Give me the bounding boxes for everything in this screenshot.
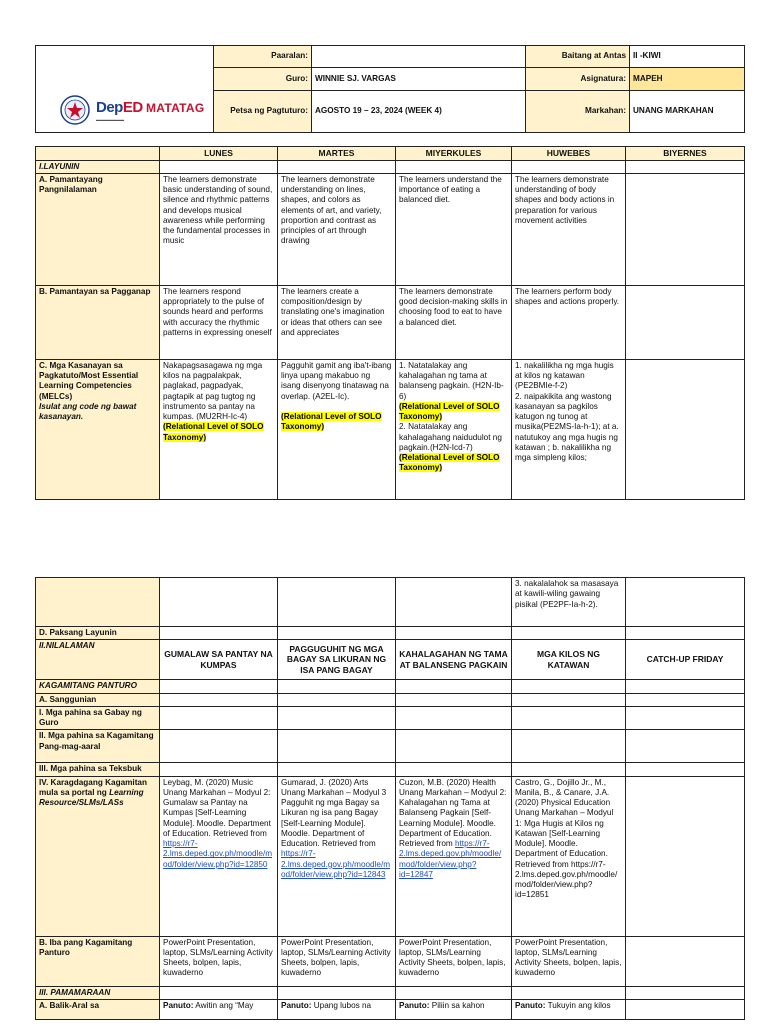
kasanayan-note: Isulat ang code ng bawat kasanayan.: [39, 401, 137, 422]
ref-huwebes: [512, 776, 626, 936]
performance-standard-huwebes: The learners perform body shapes and actions properly.: [512, 285, 626, 359]
panuto-text: Tukuyin ang kilos: [545, 1000, 611, 1010]
karagdagang-kagamitan-label: [36, 776, 160, 936]
solo-highlight: (Relational Level of SOLO Taxonomy): [281, 412, 382, 432]
content-standard-lunes: The learners demonstrate basic understanding of sound, silence and rhythmic patterns and develops musical awareness while performing the fundamental processes in music: [160, 173, 278, 285]
balik-aral-label: A. Balik-Aral sa: [36, 999, 160, 1019]
melc-huw-2: 2. naipakikita ang wastong kasanayan sa pagkilos katugon ng tunog at musika(PE2MS-Ia-h-1); at a. natutukoy ang mga hugis ng katawan ; b. nakalilikha ng mga simpleng kilos;: [515, 391, 619, 463]
teksbuk-label: III. Mga pahina sa Teksbuk: [36, 763, 160, 776]
petsa-label: Petsa ng Pagtuturo:: [214, 91, 312, 133]
matatag-logo: MATATAG: [146, 101, 205, 115]
melc-huwebes: [512, 359, 626, 499]
ref-link[interactable]: https://r7-2.lms.deped.gov.ph/moodle/mod/folder/view.php?id=12850: [163, 839, 273, 869]
topic-martes: PAGGUGUHIT NG MGA BAGAY SA LIKURAN NG ISA PANG BAGAY: [278, 640, 396, 680]
ref-martes: [278, 776, 396, 936]
guro-label: Guro:: [214, 68, 312, 91]
performance-standard-lunes: The learners respond appropriately to the pulse of sounds heard and performs with accuracy the rhythmic patterns in expressing oneself: [160, 285, 278, 359]
panuto-label: Panuto:: [515, 1000, 546, 1010]
deped-seal-icon: [60, 95, 90, 128]
sanggunian-label: A. Sanggunian: [36, 693, 160, 706]
header-table: [35, 45, 745, 133]
panuto-miyerkules: [396, 999, 512, 1019]
panuto-lunes: [160, 999, 278, 1019]
ref-text: Cuzon, M.B. (2020) Health Unang Markahan – Modyul 2: Kahalagahan ng Tama at Balanseng Pagkain [Self-Learning Module]. Moodle. Department of Education. Retrieved from: [399, 777, 507, 848]
panuto-text: Piliin sa kahon: [429, 1000, 485, 1010]
melc-lunes: [160, 359, 278, 499]
day-lunes: LUNES: [160, 147, 278, 161]
ref-miyerkules: [396, 776, 512, 936]
panuto-label: Panuto:: [163, 1000, 194, 1010]
panuto-huwebes: [512, 999, 626, 1019]
pamantayan-pagganap-label: B. Pamantayan sa Pagganap: [36, 285, 160, 359]
deped-logo: DepED: [96, 99, 143, 116]
iba-lunes: PowerPoint Presentation, laptop, SLMs/Learning Activity Sheets, bolpen, lapis, kuwaderno: [160, 936, 278, 986]
deped-logo-sub: ▬▬▬▬▬▬▬: [96, 117, 124, 122]
performance-standard-biyernes: [626, 285, 745, 359]
gabay-guro-label: I. Mga pahina sa Gabay ng Guro: [36, 706, 160, 730]
panuto-text: Awitin ang “May: [193, 1000, 254, 1010]
day-huwebes: HUWEBES: [512, 147, 626, 161]
day-miyerkules: MIYERKULES: [396, 147, 512, 161]
melc-biyernes: [626, 359, 745, 499]
topic-lunes: GUMALAW SA PANTAY NA KUMPAS: [160, 640, 278, 680]
melc-huw-1: 1. nakalilikha ng mga hugis at kilos ng katawan (PE2BMIe-f-2): [515, 360, 614, 391]
performance-standard-martes: The learners create a composition/design by translating one's imagination or ideas that others can see and appreciates: [278, 285, 396, 359]
solo-highlight: (Relational Level of SOLO Taxonomy): [399, 453, 500, 473]
kagamitan-heading: KAGAMITANG PANTURO: [36, 680, 160, 693]
guro-value: WINNIE SJ. VARGAS: [312, 68, 526, 91]
markahan-label: Markahan:: [526, 91, 630, 133]
karagdagang-label-text: IV. Karagdagang Kagamitan mula sa portal ng: [39, 777, 147, 797]
topic-biyernes: CATCH-UP FRIDAY: [626, 640, 745, 680]
topic-miyerkules: KAHALAGAHAN NG TAMA AT BALANSENG PAGKAIN: [396, 640, 512, 680]
pamantayang-pangnilalaman-label: A. Pamantayang Pangnilalaman: [36, 173, 160, 285]
ref-lunes: [160, 776, 278, 936]
content-standard-martes: The learners demonstrate understanding on lines, shapes, and colors as elements of art, and variety, proportion and contrast as principles of art through drawing: [278, 173, 396, 285]
panuto-biyernes: [626, 999, 745, 1019]
content-standard-huwebes: The learners demonstrate understanding of body shapes and body actions in preparation for various movement activities: [512, 173, 626, 285]
iba-martes: PowerPoint Presentation, laptop, SLMs/Learning Activity Sheets, bolpen, lapis, kuwaderno: [278, 936, 396, 986]
panuto-label: Panuto:: [399, 1000, 430, 1010]
melc-martes-text: Pagguhit gamit ang iba't-ibang linya upang makabuo ng isang disenyong tinatawag na overlap. (A2EL-Ic).: [281, 360, 392, 401]
iba-huwebes: PowerPoint Presentation, laptop, SLMs/Learning Activity Sheets, bolpen, lapis, kuwaderno: [512, 936, 626, 986]
lesson-table-2: [35, 577, 745, 1020]
melc-lunes-text: Nakapagsasagawa ng mga kilos na pagpalakpak, paglakad, pagpadyak, pagtapik at pag tugtog ng instrumento sa pantay na kumpas. (MU2RH-Ic-4): [163, 360, 263, 422]
panuto-text: Upang lubos na: [311, 1000, 372, 1010]
panuto-label: Panuto:: [281, 1000, 312, 1010]
corner-cell: [36, 147, 160, 161]
iba-miyerkules: PowerPoint Presentation, laptop, SLMs/Learning Activity Sheets, bolpen, lapis, kuwaderno: [396, 936, 512, 986]
kagamitang-mag-aaral-label: II. Mga pahina sa Kagamitang Pang-mag-aaral: [36, 730, 160, 763]
pamamaraan-heading: III. PAMAMARAAN: [36, 986, 160, 999]
ref-text: Leybag, M. (2020) Music Unang Markahan – Modyul 2: Gumalaw sa Pantay na Kumpas [Self-Learning Module]. Moodle. Department of Education. Retrieved from: [163, 777, 271, 838]
layunin-heading: I.LAYUNIN: [36, 160, 160, 173]
ref-text: Castro, G., Dojillo Jr., M., Manila, B., & Canare, J.A. (2020) Physical Education Unang Markahan – Modyul 1: Mga Hugis at Kilos ng Katawan [Self-Learning Module]. Moodle. Department of Education. Retrieved from https://r7-2.lms.deped.gov.ph/moodle/mod/folder/view.php?id=12851: [515, 777, 618, 900]
logo-area: [36, 46, 214, 133]
baitang-value: II -KIWI: [630, 46, 745, 68]
karagdagang-label-italic: Learning Resource/SLMs/LASs: [39, 787, 144, 807]
content-standard-miyerkules: The learners understand the importance of eating a balanced diet.: [396, 173, 512, 285]
day-biyernes: BIYERNES: [626, 147, 745, 161]
nilalaman-heading: II.NILALAMAN: [36, 640, 160, 680]
asignatura-label: Asignatura:: [526, 68, 630, 91]
petsa-value: AGOSTO 19 – 23, 2024 (WEEK 4): [312, 91, 526, 133]
asignatura-value: MAPEH: [630, 68, 745, 91]
melc-miy-1: 1. Natatalakay ang kahalagahan ng tama at balanseng pagkain. (H2N-Ib-6): [399, 360, 504, 401]
solo-highlight: (Relational Level of SOLO Taxonomy): [399, 401, 500, 422]
paaralan-value: [312, 46, 526, 68]
ref-link[interactable]: https://r7-2.lms.deped.gov.ph/moodle/mod/folder/view.php?id=12843: [281, 849, 391, 879]
baitang-label: Baitang at Antas: [526, 46, 630, 68]
lesson-table-1: [35, 146, 745, 500]
day-martes: MARTES: [278, 147, 396, 161]
topic-huwebes: MGA KILOS NG KATAWAN: [512, 640, 626, 680]
solo-highlight: (Relational Level of SOLO Taxonomy): [163, 422, 264, 442]
kasanayan-label-text: C. Mga Kasanayan sa Pagkatuto/Most Essential Learning Competencies (MELCs): [39, 360, 139, 401]
melc-martes: [278, 359, 396, 499]
ref-biyernes: [626, 776, 745, 936]
markahan-value: UNANG MARKAHAN: [630, 91, 745, 133]
kasanayan-label: [36, 359, 160, 499]
melc-miy-2: 2. Natatalakay ang kahalagahang naidudulot ng pagkain.(H2N-Icd-7): [399, 422, 502, 452]
ref-link[interactable]: https://r7-2.lms.deped.gov.ph/moodle/mod/folder/view.php?id=12847: [399, 839, 502, 879]
iba-biyernes: [626, 936, 745, 986]
iba-kagamitan-label: B. Iba pang Kagamitang Panturo: [36, 936, 160, 986]
performance-standard-miyerkules: The learners demonstrate good decision-making skills in choosing food to eat to have a balanced diet.: [396, 285, 512, 359]
paksang-layunin-label: D. Paksang Layunin: [36, 627, 160, 640]
panuto-martes: [278, 999, 396, 1019]
content-standard-biyernes: [626, 173, 745, 285]
melc-miyerkules: [396, 359, 512, 499]
ref-text: Gumarad, J. (2020) Arts Unang Markahan – Modyul 3 Pagguhit ng mga Bagay sa Likuran ng isa pang Bagay [Self-Learning Module]. Moodle. Department of Education. Retrieved from: [281, 777, 387, 848]
paaralan-label: Paaralan:: [214, 46, 312, 68]
melc-huw-3: 3. nakalalahok sa masasaya at kawili-wiling gawaing pisikal (PE2PF-Ia-h-2).: [512, 578, 626, 627]
